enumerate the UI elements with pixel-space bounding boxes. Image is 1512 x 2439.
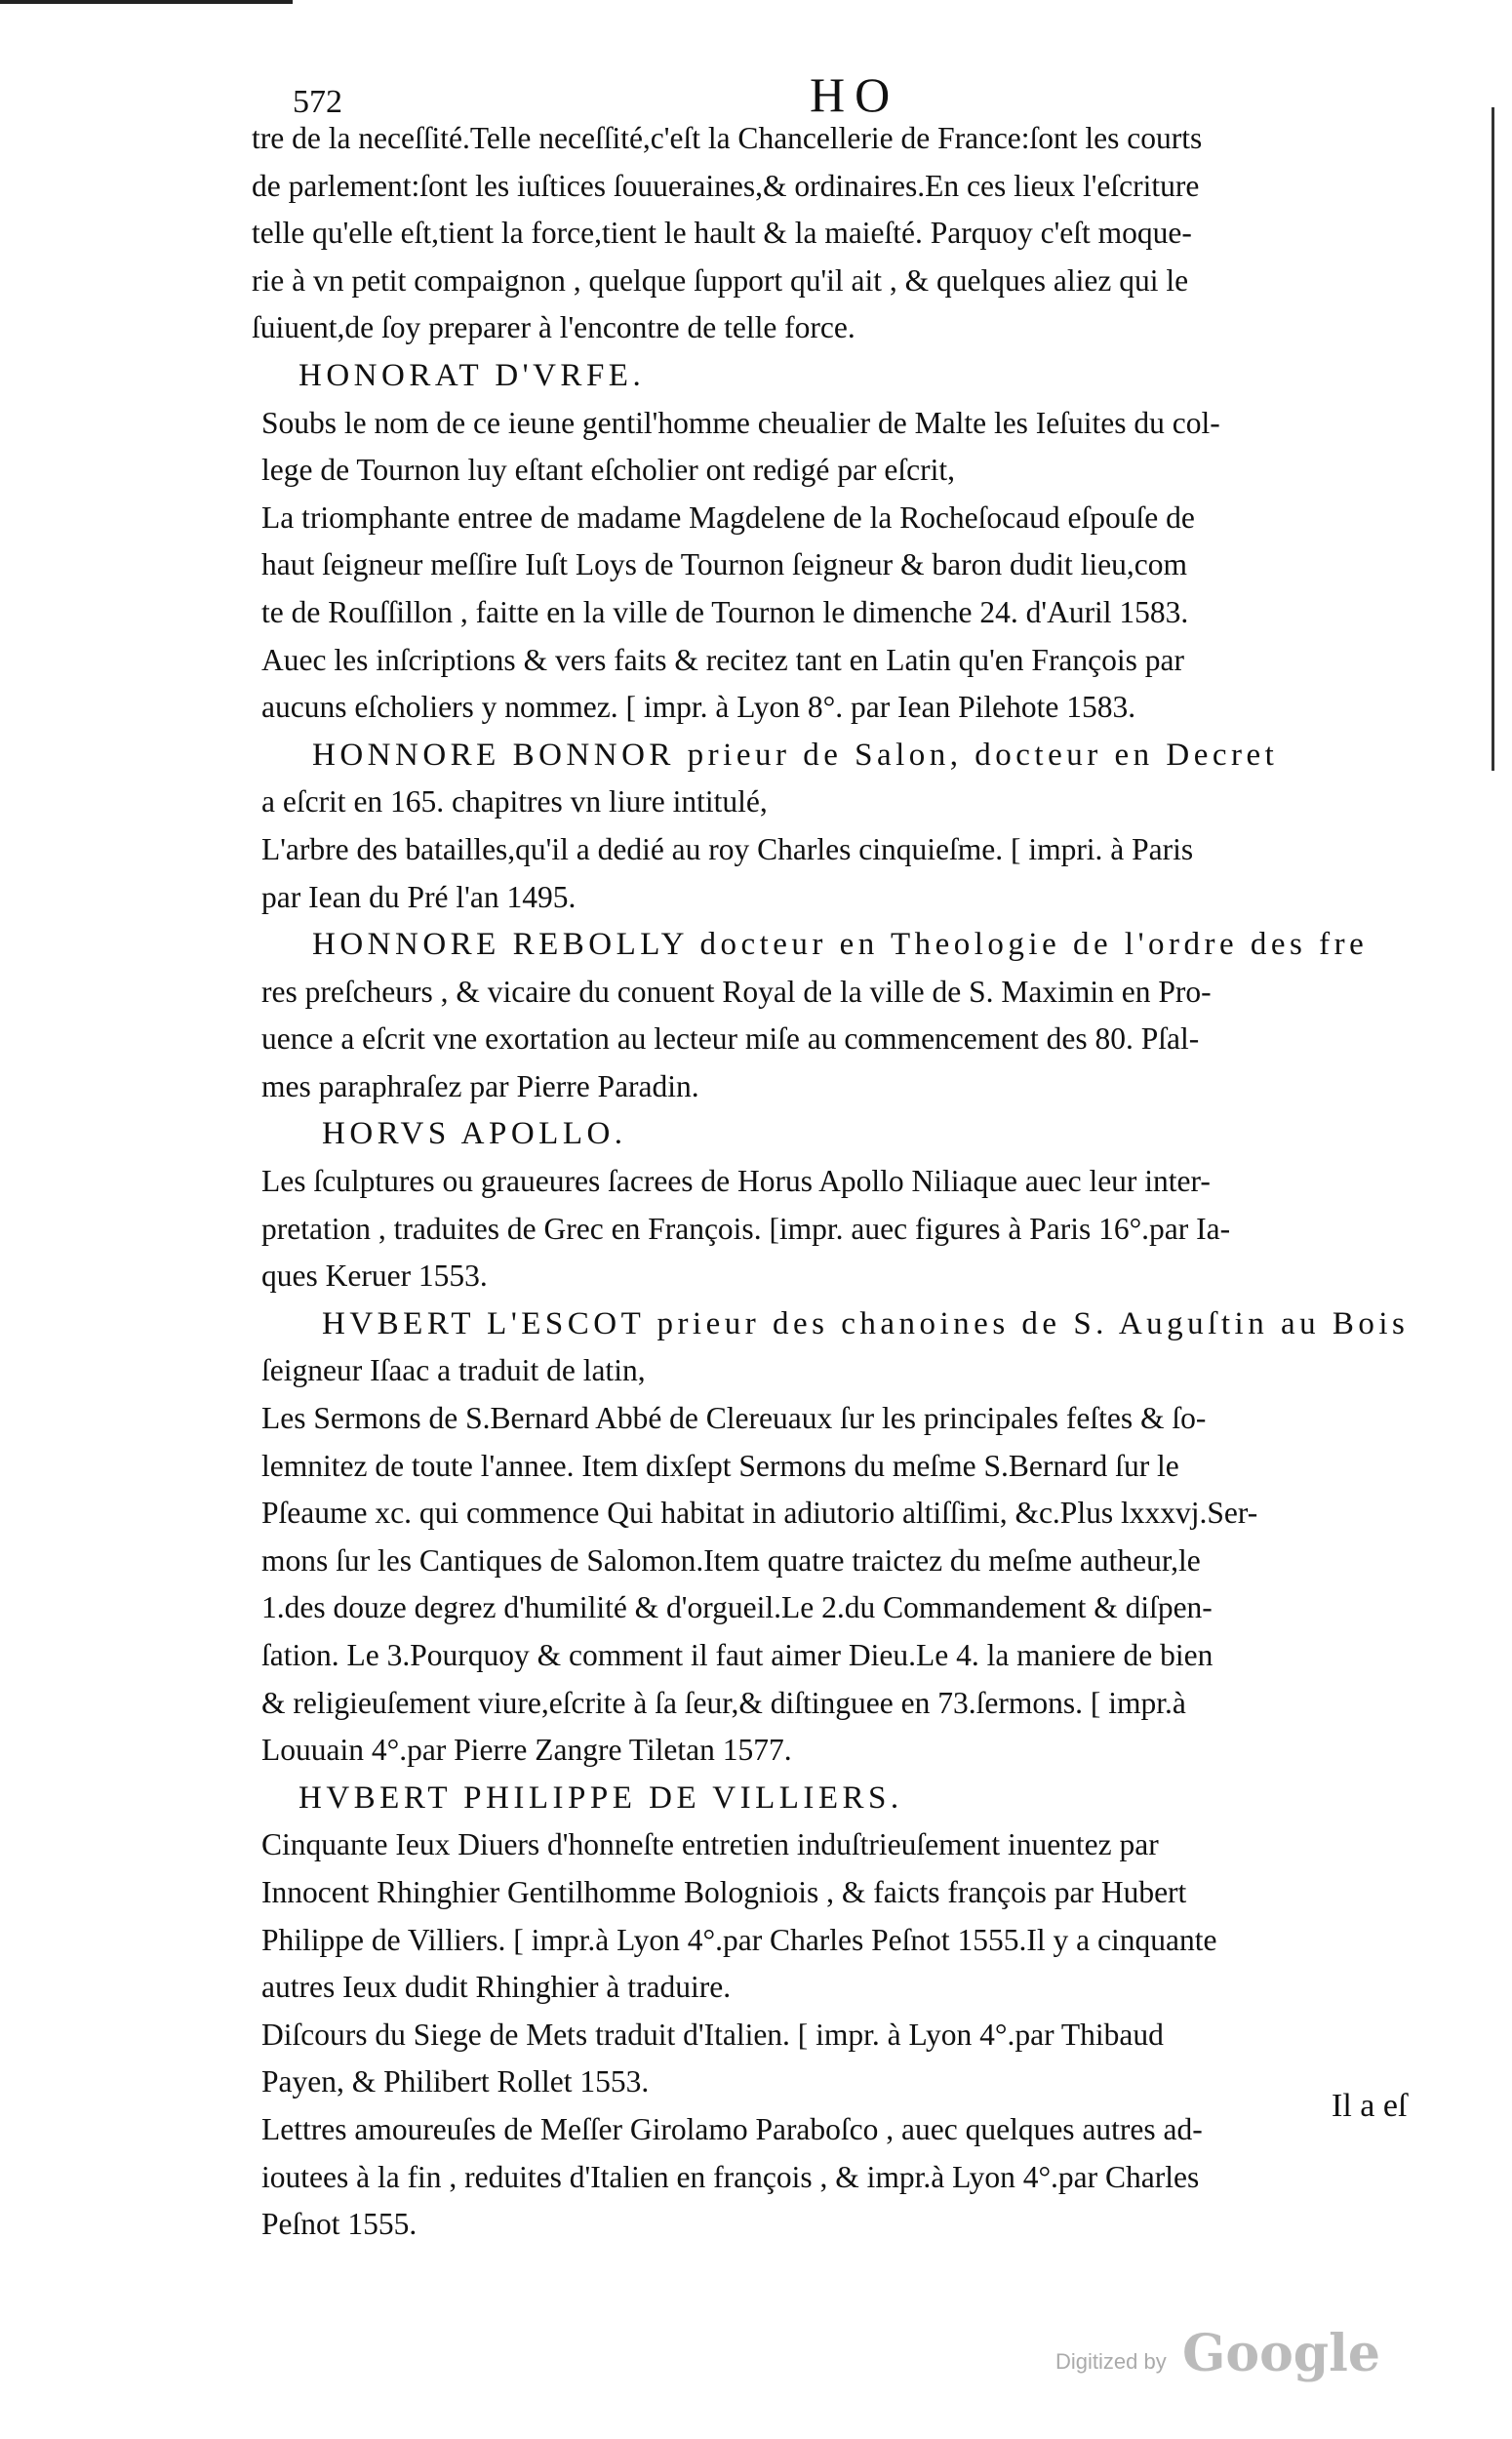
text-line: aucuns eſcholiers y nommez. [ impr. à Lyon 8°. par Iean Pilehote 1583. xyxy=(261,690,1136,725)
stamp-logo: Google xyxy=(1182,2324,1380,2383)
entry-heading: HVBERT PHILIPPE DE VILLIERS. xyxy=(298,1779,903,1816)
text-line: Cinquante Ieux Diuers d'honneſte entretien induſtrieuſement inuentez par xyxy=(261,1827,1159,1862)
entry-heading: HVBERT L'ESCOT prieur des chanoines de S. Auguſtin au Bois xyxy=(322,1305,1410,1341)
text-line: Diſcours du Siege de Mets traduit d'Italien. [ impr. à Lyon 4°.par Thibaud xyxy=(261,2017,1164,2052)
entry-heading: HONNORE REBOLLY docteur en Theologie de l'ordre des fre xyxy=(312,927,1369,963)
text-line: ques Keruer 1553. xyxy=(261,1259,488,1294)
text-line: Les ſculptures ou graueures ſacrees de Horus Apollo Niliaque auec leur inter- xyxy=(261,1164,1211,1199)
text-line: 1.des douze degrez d'humilité & d'orgueil.Le 2.du Commandement & diſpen- xyxy=(261,1590,1213,1625)
text-line: ioutees à la fin , reduites d'Italien en françois , & impr.à Lyon 4°.par Charles xyxy=(261,2159,1200,2194)
text-line: ſuiuent,de ſoy preparer à l'encontre de telle force. xyxy=(252,310,855,345)
entry-heading: HORVS APOLLO. xyxy=(322,1116,627,1152)
text-line: La triomphante entree de madame Magdelene de la Rocheſocaud eſpouſe de xyxy=(261,500,1195,535)
text-line: res preſcheurs , & vicaire du conuent Royal de la ville de S. Maximin en Pro- xyxy=(261,974,1212,1009)
text-line: te de Rouſſillon , faitte en la ville de Tournon le dimenche 24. d'Auril 1583. xyxy=(261,594,1189,629)
running-head: HO xyxy=(810,67,900,122)
text-line: Louuain 4°.par Pierre Zangre Tiletan 1577. xyxy=(261,1733,792,1768)
text-line: Innocent Rhinghier Gentilhomme Bologniois , & faicts françois par Hubert xyxy=(261,1874,1187,1909)
text-line: Payen, & Philibert Rollet 1553. xyxy=(261,2064,650,2099)
text-line: lemnitez de toute l'annee. Item dixſept Sermons du meſme S.Bernard ſur le xyxy=(261,1448,1179,1483)
text-line: rie à vn petit compaignon , quelque ſupport qu'il ait , & quelques aliez qui le xyxy=(252,262,1189,298)
text-line: Pſeaume xc. qui commence Qui habitat in adiutorio altiſſimi, &c.Plus lxxxvj.Ser- xyxy=(261,1496,1258,1531)
text-line: ſation. Le 3.Pourquoy & comment il faut aimer Dieu.Le 4. la maniere de bien xyxy=(261,1638,1214,1672)
text-line: de parlement:ſont les iuſtices ſouueraines,& ordinaires.En ces lieux l'eſcriture xyxy=(252,168,1200,203)
text-line: Lettres amoureuſes de Meſſer Girolamo Paraboſco , auec quelques autres ad- xyxy=(261,2111,1203,2146)
text-line: Les Sermons de S.Bernard Abbé de Clereuaux ſur les principales feſtes & ſo- xyxy=(261,1401,1207,1436)
text-block xyxy=(252,115,1452,2249)
text-line: telle qu'elle eſt,tient la force,tient le hault & la maieſté. Parquoy c'eſt moque- xyxy=(252,216,1192,251)
text-line: mes paraphraſez par Pierre Paradin. xyxy=(261,1068,699,1103)
text-line: uence a eſcrit vne exortation au lecteur miſe au commencement des 80. Pſal- xyxy=(261,1021,1200,1057)
text-line: Peſnot 1555. xyxy=(261,2207,418,2242)
entry-heading: HONNORE BONNOR prieur de Salon, docteur en Decret xyxy=(312,737,1279,773)
text-line: par Iean du Pré l'an 1495. xyxy=(261,879,577,914)
text-line: pretation , traduites de Grec en François. [impr. auec figures à Paris 16°.par Ia- xyxy=(261,1211,1231,1246)
text-line: mons ſur les Cantiques de Salomon.Item quatre traictez du meſme autheur,le xyxy=(261,1542,1201,1578)
catchword: Il a eſ xyxy=(1332,2088,1408,2124)
text-line: Philippe de Villiers. [ impr.à Lyon 4°.par Charles Peſnot 1555.Il y a cinquante xyxy=(261,1922,1217,1957)
text-line: L'arbre des batailles,qu'il a dedié au roy Charles cinquieſme. [ impri. à Paris xyxy=(261,831,1194,866)
text-line: a eſcrit en 165. chapitres vn liure intitulé, xyxy=(261,784,768,820)
page-edge-top xyxy=(0,0,293,4)
text-line: haut ſeigneur meſſire Iuſt Loys de Tournon ſeigneur & baron dudit lieu,com xyxy=(261,547,1187,582)
text-line: tre de la neceſſité.Telle neceſſité,c'eſt la Chancellerie de France:ſont les courts xyxy=(252,121,1203,155)
text-line: lege de Tournon luy eſtant eſcholier ont redigé par eſcrit, xyxy=(261,453,955,488)
entry-heading: HONORAT D'VRFE. xyxy=(298,357,646,393)
page-number: 572 xyxy=(293,84,342,120)
text-line: & religieuſement viure,eſcrite à ſa ſeur,& diſtinguee en 73.ſermons. [ impr.à xyxy=(261,1685,1186,1720)
text-line: ſeigneur Iſaac a traduit de latin, xyxy=(261,1353,646,1388)
page-edge-right xyxy=(1492,107,1494,771)
text-line: Auec les inſcriptions & vers faits & recitez tant en Latin qu'en François par xyxy=(261,642,1184,677)
page-header xyxy=(293,66,1424,122)
text-line: autres Ieux dudit Rhinghier à traduire. xyxy=(261,1970,732,2005)
text-line: Soubs le nom de ce ieune gentil'homme cheualier de Malte les Ieſuites du col- xyxy=(261,405,1220,440)
digitization-stamp xyxy=(1055,2324,1407,2382)
stamp-prefix: Digitized by xyxy=(1055,2349,1167,2374)
